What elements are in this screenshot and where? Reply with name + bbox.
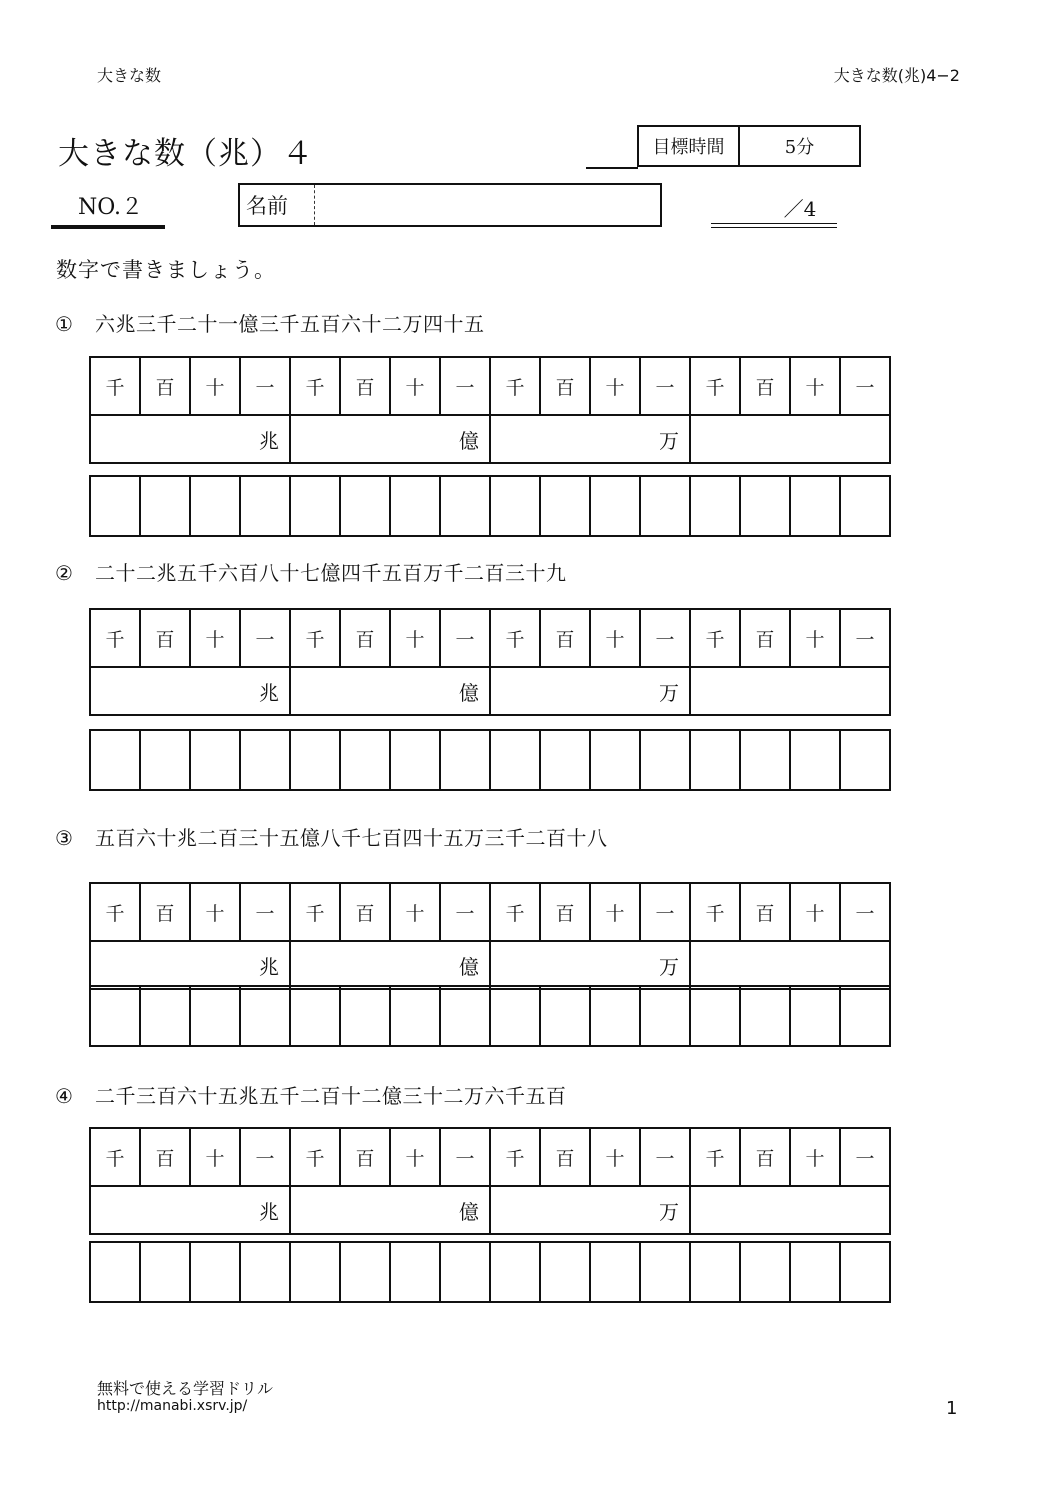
place-header-row	[90, 609, 890, 667]
place-header-cell: 一	[240, 883, 290, 941]
unit-cell: 万	[490, 941, 690, 989]
place-header-cell: 一	[440, 883, 490, 941]
place-header-cell: 百	[140, 357, 190, 415]
answer-cell[interactable]	[340, 986, 390, 1046]
place-header-cell: 一	[640, 883, 690, 941]
worksheet-number: NO.２	[78, 195, 143, 220]
answer-table-2	[89, 729, 891, 791]
place-header-cell: 千	[290, 1128, 340, 1186]
name-box	[238, 183, 662, 227]
answer-cell[interactable]	[590, 986, 640, 1046]
question-number: ②	[55, 561, 74, 585]
score-underline-double	[711, 227, 837, 228]
answer-cell[interactable]	[590, 476, 640, 536]
place-header-cell: 百	[540, 883, 590, 941]
answer-cell[interactable]	[290, 730, 340, 790]
place-header-cell: 一	[440, 609, 490, 667]
place-header-cell: 一	[840, 609, 890, 667]
answer-cell[interactable]	[640, 986, 690, 1046]
answer-cell[interactable]	[640, 730, 690, 790]
place-header-cell: 千	[290, 883, 340, 941]
answer-cell[interactable]	[390, 1242, 440, 1302]
answer-cell[interactable]	[340, 730, 390, 790]
place-header-cell: 千	[290, 357, 340, 415]
answer-cell[interactable]	[340, 1242, 390, 1302]
place-header-cell: 百	[540, 609, 590, 667]
place-header-cell: 百	[340, 609, 390, 667]
unit-cell: 万	[490, 415, 690, 463]
place-header-cell: 一	[440, 1128, 490, 1186]
place-header-cell: 千	[490, 1128, 540, 1186]
answer-cell[interactable]	[690, 1242, 740, 1302]
instruction: 数字で書きましょう。	[56, 258, 276, 282]
answer-cell[interactable]	[390, 476, 440, 536]
answer-cell[interactable]	[140, 986, 190, 1046]
question-text: 六兆三千二十一億三千五百六十二万四十五	[95, 312, 485, 336]
footer-url[interactable]: http://manabi.xsrv.jp/	[97, 1398, 248, 1414]
question-number: ④	[55, 1084, 74, 1108]
place-header-cell: 百	[740, 357, 790, 415]
answer-cell[interactable]	[840, 476, 890, 536]
answer-table-1	[89, 475, 891, 537]
place-header-cell: 千	[290, 609, 340, 667]
name-label: 名前	[240, 185, 315, 225]
place-header-cell: 十	[590, 883, 640, 941]
place-header-cell: 千	[90, 1128, 140, 1186]
place-header-cell: 千	[490, 357, 540, 415]
number-underline	[51, 225, 165, 229]
answer-cell[interactable]	[390, 986, 440, 1046]
place-header-cell: 十	[790, 1128, 840, 1186]
place-header-cell: 一	[240, 357, 290, 415]
answer-cell[interactable]	[740, 730, 790, 790]
answer-cell[interactable]	[590, 730, 640, 790]
place-header-row	[90, 883, 890, 941]
unit-row	[90, 1186, 890, 1234]
place-header-cell: 十	[390, 609, 440, 667]
answer-cell[interactable]	[240, 1242, 290, 1302]
header-left: 大きな数	[97, 66, 162, 85]
answer-cell[interactable]	[140, 730, 190, 790]
answer-cell[interactable]	[640, 476, 690, 536]
unit-row	[90, 941, 890, 989]
place-header-cell: 十	[190, 1128, 240, 1186]
score: ／4	[783, 197, 817, 221]
footer-title: 無料で使える学習ドリル	[97, 1379, 274, 1398]
answer-cell[interactable]	[490, 986, 540, 1046]
title-underline	[586, 167, 638, 169]
answer-cell[interactable]	[540, 730, 590, 790]
place-header-cell: 百	[540, 357, 590, 415]
answer-cell[interactable]	[790, 986, 840, 1046]
place-header-cell: 十	[790, 883, 840, 941]
place-value-table-3	[89, 882, 891, 990]
place-header-cell: 一	[840, 1128, 890, 1186]
answer-cell[interactable]	[90, 986, 140, 1046]
place-header-cell: 一	[440, 357, 490, 415]
answer-cell[interactable]	[490, 730, 540, 790]
place-header-cell: 千	[690, 1128, 740, 1186]
answer-row	[90, 476, 890, 536]
answer-cell[interactable]	[790, 476, 840, 536]
place-header-cell: 百	[140, 883, 190, 941]
answer-cell[interactable]	[190, 730, 240, 790]
answer-cell[interactable]	[190, 986, 240, 1046]
answer-cell[interactable]	[140, 1242, 190, 1302]
place-header-cell: 百	[140, 1128, 190, 1186]
place-header-cell: 一	[240, 609, 290, 667]
place-value-table-4	[89, 1127, 891, 1235]
place-header-cell: 百	[340, 883, 390, 941]
answer-cell[interactable]	[90, 730, 140, 790]
answer-cell[interactable]	[690, 476, 740, 536]
question-text: 五百六十兆二百三十五億八千七百四十五万三千二百十八	[95, 826, 608, 850]
place-header-cell: 千	[690, 609, 740, 667]
unit-cell	[690, 1186, 890, 1234]
question-number: ③	[55, 826, 74, 850]
question-2	[55, 557, 567, 586]
answer-cell[interactable]	[240, 986, 290, 1046]
place-header-cell: 百	[140, 609, 190, 667]
place-header-cell: 一	[640, 609, 690, 667]
answer-cell[interactable]	[690, 730, 740, 790]
answer-cell[interactable]	[440, 1242, 490, 1302]
question-4	[55, 1080, 567, 1109]
unit-row	[90, 415, 890, 463]
answer-cell[interactable]	[190, 476, 240, 536]
answer-cell[interactable]	[790, 1242, 840, 1302]
score-underline	[711, 223, 837, 224]
question-text: 二千三百六十五兆五千二百十二億三十二万六千五百	[95, 1084, 567, 1108]
place-header-cell: 十	[590, 357, 640, 415]
place-header-cell: 一	[640, 357, 690, 415]
answer-cell[interactable]	[790, 730, 840, 790]
target-time-value: 5分	[784, 137, 815, 158]
question-1	[55, 308, 485, 337]
answer-cell[interactable]	[90, 476, 140, 536]
answer-table-4	[89, 1241, 891, 1303]
place-header-cell: 百	[540, 1128, 590, 1186]
unit-row	[90, 667, 890, 715]
header-right: 大きな数(兆)4−2	[833, 66, 960, 85]
place-header-cell: 十	[190, 883, 240, 941]
target-time-label: 目標時間	[639, 127, 740, 165]
answer-cell[interactable]	[390, 730, 440, 790]
question-text: 二十二兆五千六百八十七億四千五百万千二百三十九	[95, 561, 567, 585]
place-header-cell: 一	[240, 1128, 290, 1186]
answer-cell[interactable]	[690, 986, 740, 1046]
place-header-cell: 十	[390, 357, 440, 415]
answer-cell[interactable]	[240, 476, 290, 536]
unit-cell: 兆	[90, 1186, 290, 1234]
place-header-cell: 十	[790, 609, 840, 667]
answer-cell[interactable]	[290, 476, 340, 536]
answer-cell[interactable]	[440, 476, 490, 536]
place-header-cell: 百	[740, 1128, 790, 1186]
place-header-cell: 百	[740, 883, 790, 941]
question-number: ①	[55, 312, 74, 336]
place-header-cell: 百	[740, 609, 790, 667]
answer-cell[interactable]	[140, 476, 190, 536]
answer-cell[interactable]	[740, 1242, 790, 1302]
answer-row	[90, 1242, 890, 1302]
question-3	[55, 822, 608, 851]
answer-row	[90, 986, 890, 1046]
unit-cell: 億	[290, 415, 490, 463]
page-title: 大きな数（兆）４	[58, 136, 314, 172]
place-header-cell: 十	[390, 883, 440, 941]
unit-cell: 兆	[90, 941, 290, 989]
place-header-cell: 一	[840, 357, 890, 415]
answer-cell[interactable]	[490, 1242, 540, 1302]
answer-cell[interactable]	[240, 730, 290, 790]
place-header-cell: 十	[590, 609, 640, 667]
answer-cell[interactable]	[840, 730, 890, 790]
answer-cell[interactable]	[440, 986, 490, 1046]
answer-cell[interactable]	[540, 986, 590, 1046]
unit-cell: 億	[290, 667, 490, 715]
answer-cell[interactable]	[440, 730, 490, 790]
unit-cell: 兆	[90, 667, 290, 715]
target-time-box	[637, 125, 861, 167]
place-value-table-1	[89, 356, 891, 464]
answer-cell[interactable]	[740, 476, 790, 536]
place-header-cell: 一	[840, 883, 890, 941]
answer-cell[interactable]	[90, 1242, 140, 1302]
place-header-row	[90, 357, 890, 415]
page-number: 1	[946, 1398, 958, 1419]
place-header-cell: 十	[590, 1128, 640, 1186]
place-header-cell: 千	[490, 883, 540, 941]
place-header-cell: 百	[340, 357, 390, 415]
answer-cell[interactable]	[290, 986, 340, 1046]
answer-cell[interactable]	[540, 1242, 590, 1302]
place-header-cell: 千	[490, 609, 540, 667]
place-header-cell: 千	[90, 357, 140, 415]
place-header-cell: 百	[340, 1128, 390, 1186]
place-header-cell: 千	[690, 883, 740, 941]
place-header-cell: 十	[390, 1128, 440, 1186]
unit-cell: 兆	[90, 415, 290, 463]
place-value-table-2	[89, 608, 891, 716]
place-header-cell: 十	[190, 357, 240, 415]
place-header-cell: 千	[90, 883, 140, 941]
place-header-row	[90, 1128, 890, 1186]
unit-cell: 億	[290, 941, 490, 989]
answer-cell[interactable]	[840, 986, 890, 1046]
answer-cell[interactable]	[840, 1242, 890, 1302]
answer-cell[interactable]	[290, 1242, 340, 1302]
answer-cell[interactable]	[340, 476, 390, 536]
answer-cell[interactable]	[540, 476, 590, 536]
place-header-cell: 十	[790, 357, 840, 415]
answer-cell[interactable]	[640, 1242, 690, 1302]
unit-cell	[690, 941, 890, 989]
answer-cell[interactable]	[490, 476, 540, 536]
answer-cell[interactable]	[190, 1242, 240, 1302]
place-header-cell: 十	[190, 609, 240, 667]
place-header-cell: 千	[690, 357, 740, 415]
place-header-cell: 一	[640, 1128, 690, 1186]
unit-cell: 億	[290, 1186, 490, 1234]
unit-cell	[690, 667, 890, 715]
answer-row	[90, 730, 890, 790]
unit-cell: 万	[490, 667, 690, 715]
place-header-cell: 千	[90, 609, 140, 667]
name-field[interactable]	[315, 185, 660, 225]
answer-cell[interactable]	[590, 1242, 640, 1302]
unit-cell: 万	[490, 1186, 690, 1234]
answer-table-3	[89, 985, 891, 1047]
answer-cell[interactable]	[740, 986, 790, 1046]
unit-cell	[690, 415, 890, 463]
